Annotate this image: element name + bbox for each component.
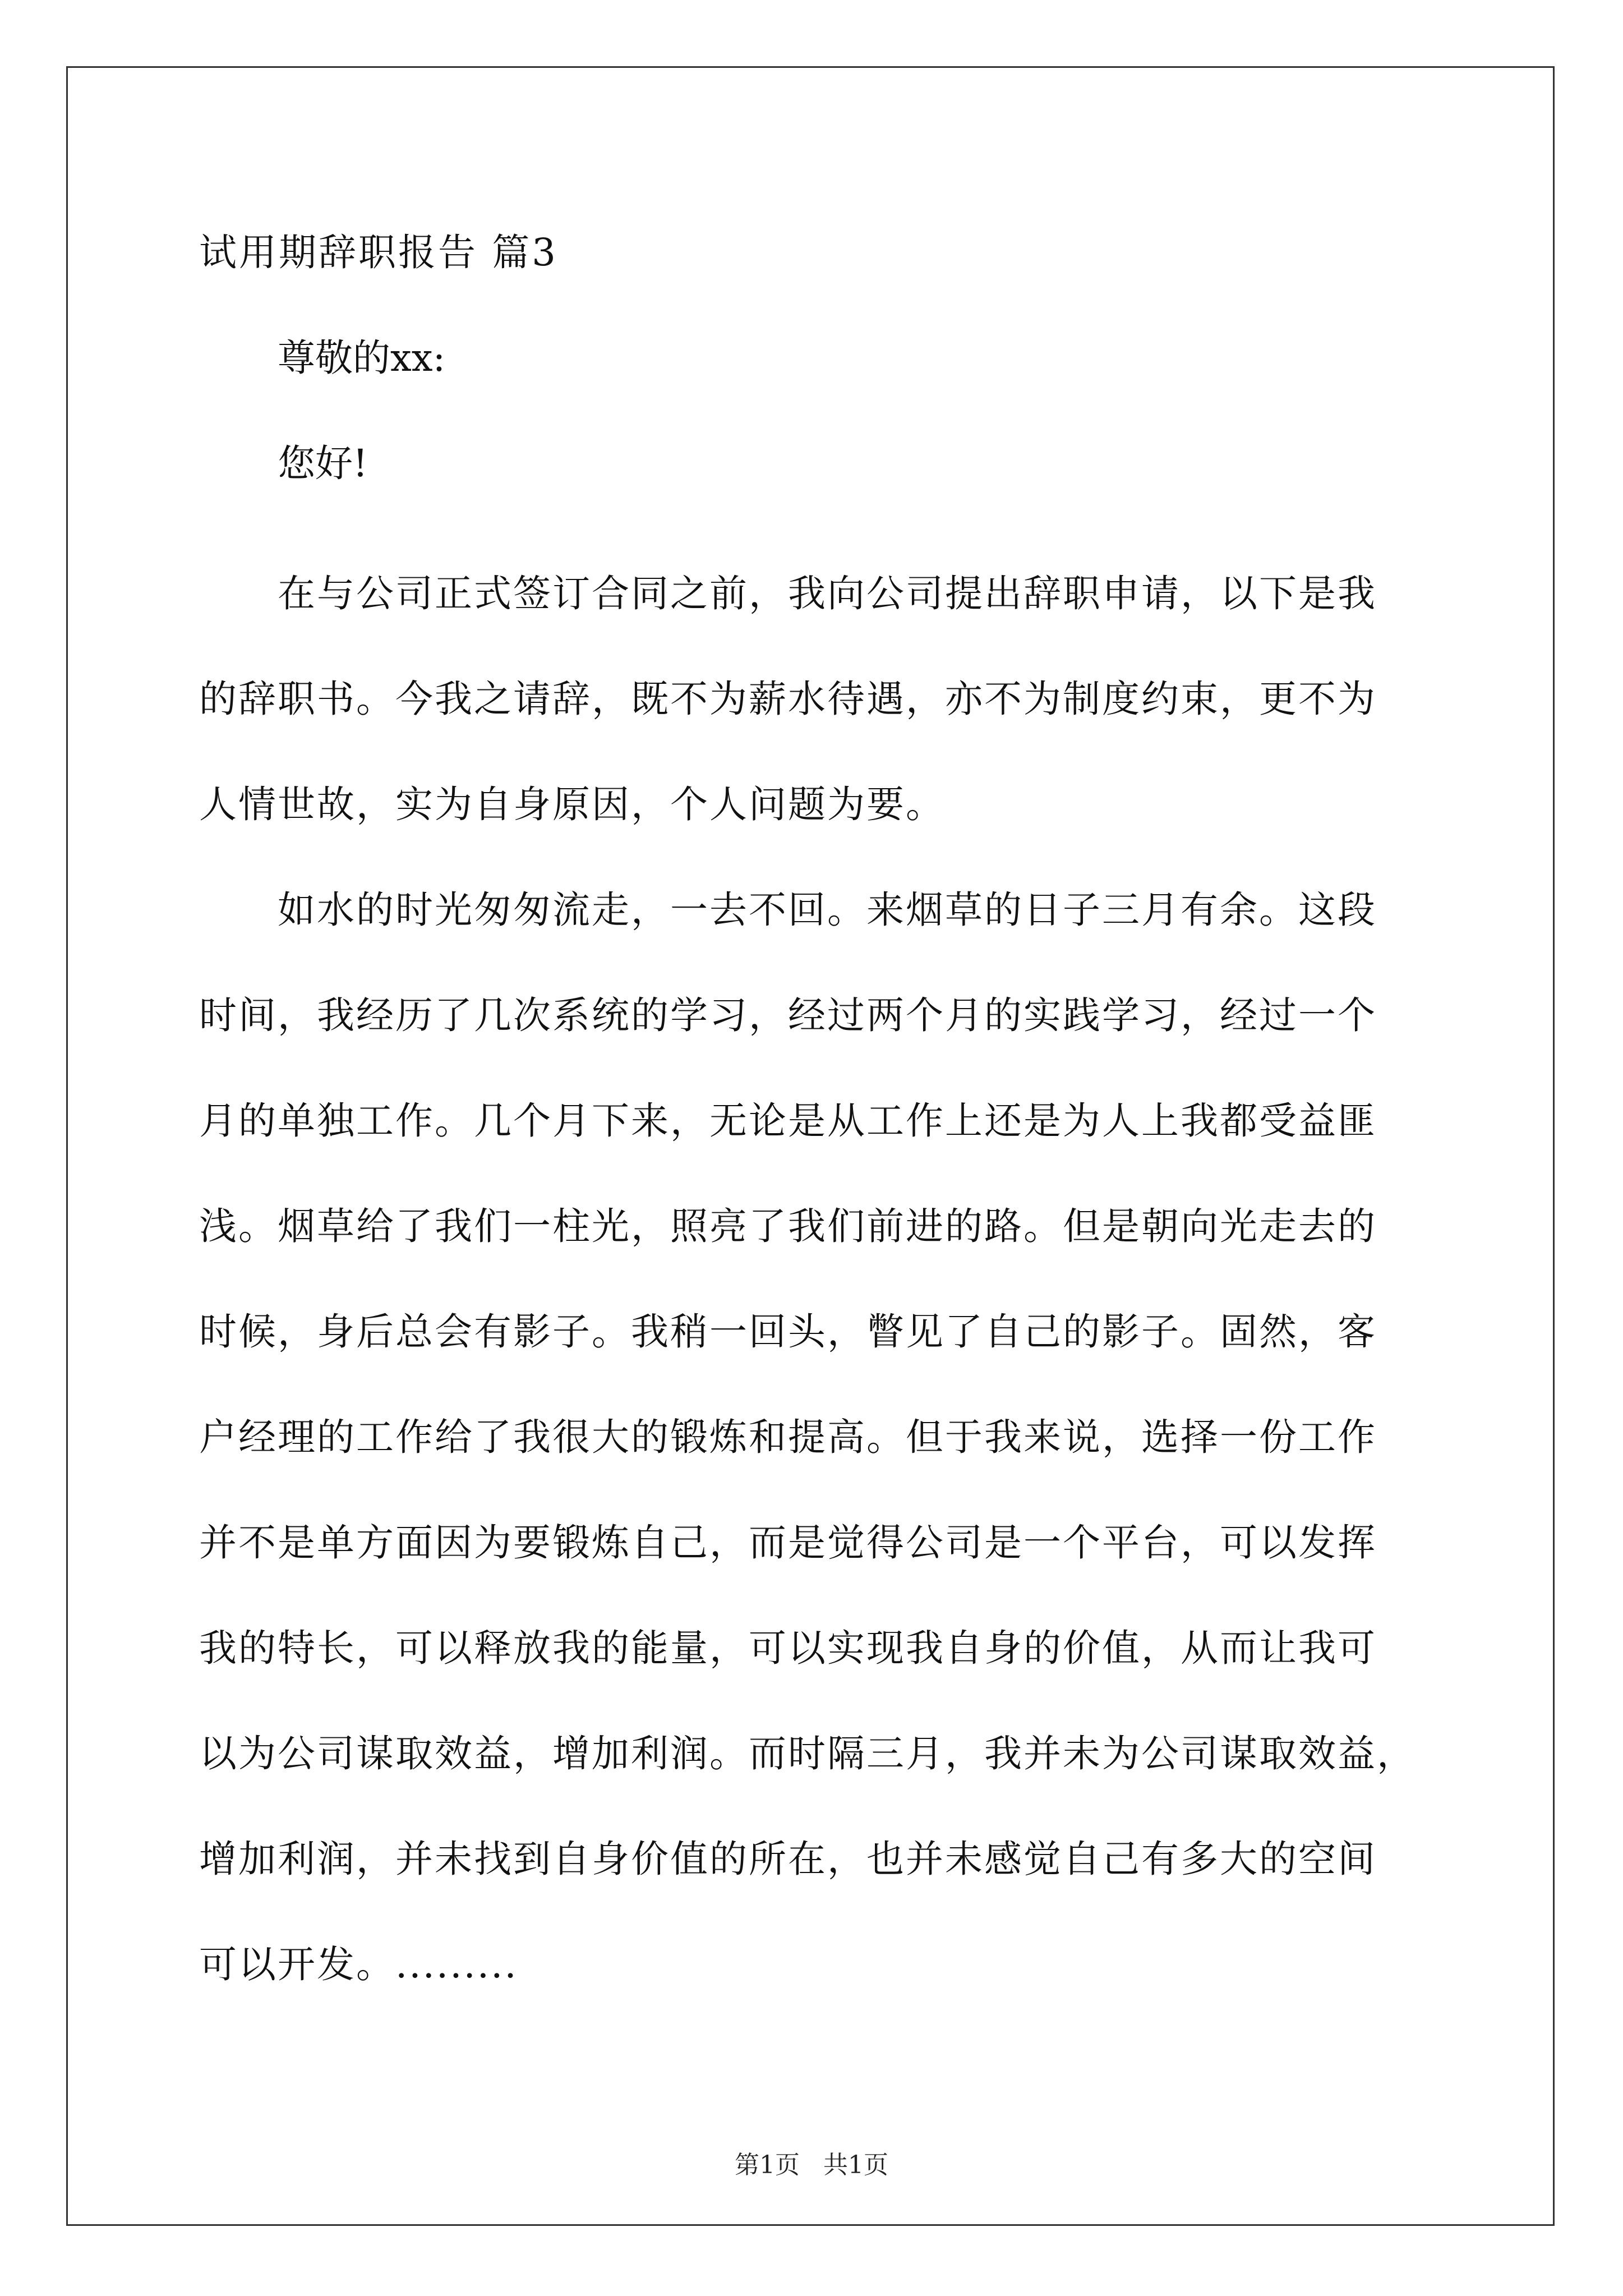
paragraph-line: 的辞职书。今我之请辞，既不为薪水待遇，亦不为制度约束，更不为 <box>199 677 1377 721</box>
paragraph-line: 在与公司正式签订合同之前，我向公司提出辞职申请，以下是我 <box>278 572 1377 615</box>
salutation: 尊敬的xx: <box>278 336 446 380</box>
paragraph-line: 如水的时光匆匆流走，一去不回。来烟草的日子三月有余。这段 <box>278 888 1377 932</box>
paragraph-line: 月的单独工作。几个月下来，无论是从工作上还是为人上我都受益匪 <box>199 1099 1377 1143</box>
paragraph-line: 以为公司谋取效益，增加利润。而时隔三月，我并未为公司谋取效益， <box>199 1732 1416 1775</box>
paragraph-line: 并不是单方面因为要锻炼自己，而是觉得公司是一个平台，可以发挥 <box>199 1521 1377 1565</box>
greeting: 您好! <box>278 441 368 485</box>
paragraph-2 <box>199 857 1424 2017</box>
paragraph-line: 户经理的工作给了我很大的锻炼和提高。但于我来说，选择一份工作 <box>199 1415 1377 1459</box>
paragraph-1 <box>199 541 1424 857</box>
paragraph-line: 人情世故，实为自身原因，个人问题为要。 <box>199 783 945 826</box>
document-title: 试用期辞职报告 篇3 <box>199 231 558 274</box>
paragraph-line: 我的特长，可以释放我的能量，可以实现我自身的价值，从而让我可 <box>199 1626 1377 1670</box>
paragraph-line: 时候，身后总会有影子。我稍一回头，瞥见了自己的影子。固然，客 <box>199 1310 1377 1354</box>
paragraph-line: 浅。烟草给了我们一柱光，照亮了我们前进的路。但是朝向光走去的 <box>199 1204 1377 1248</box>
paragraph-line: 时间，我经历了几次系统的学习，经过两个月的实践学习，经过一个 <box>199 993 1377 1037</box>
document-body <box>199 224 1424 2017</box>
page-footer: 第1页 共1页 <box>735 2151 888 2179</box>
paragraph-line: 可以开发。......... <box>199 1943 518 1986</box>
paragraph-line: 增加利润，并未找到自身价值的所在，也并未感觉自己有多大的空间 <box>199 1837 1377 1881</box>
